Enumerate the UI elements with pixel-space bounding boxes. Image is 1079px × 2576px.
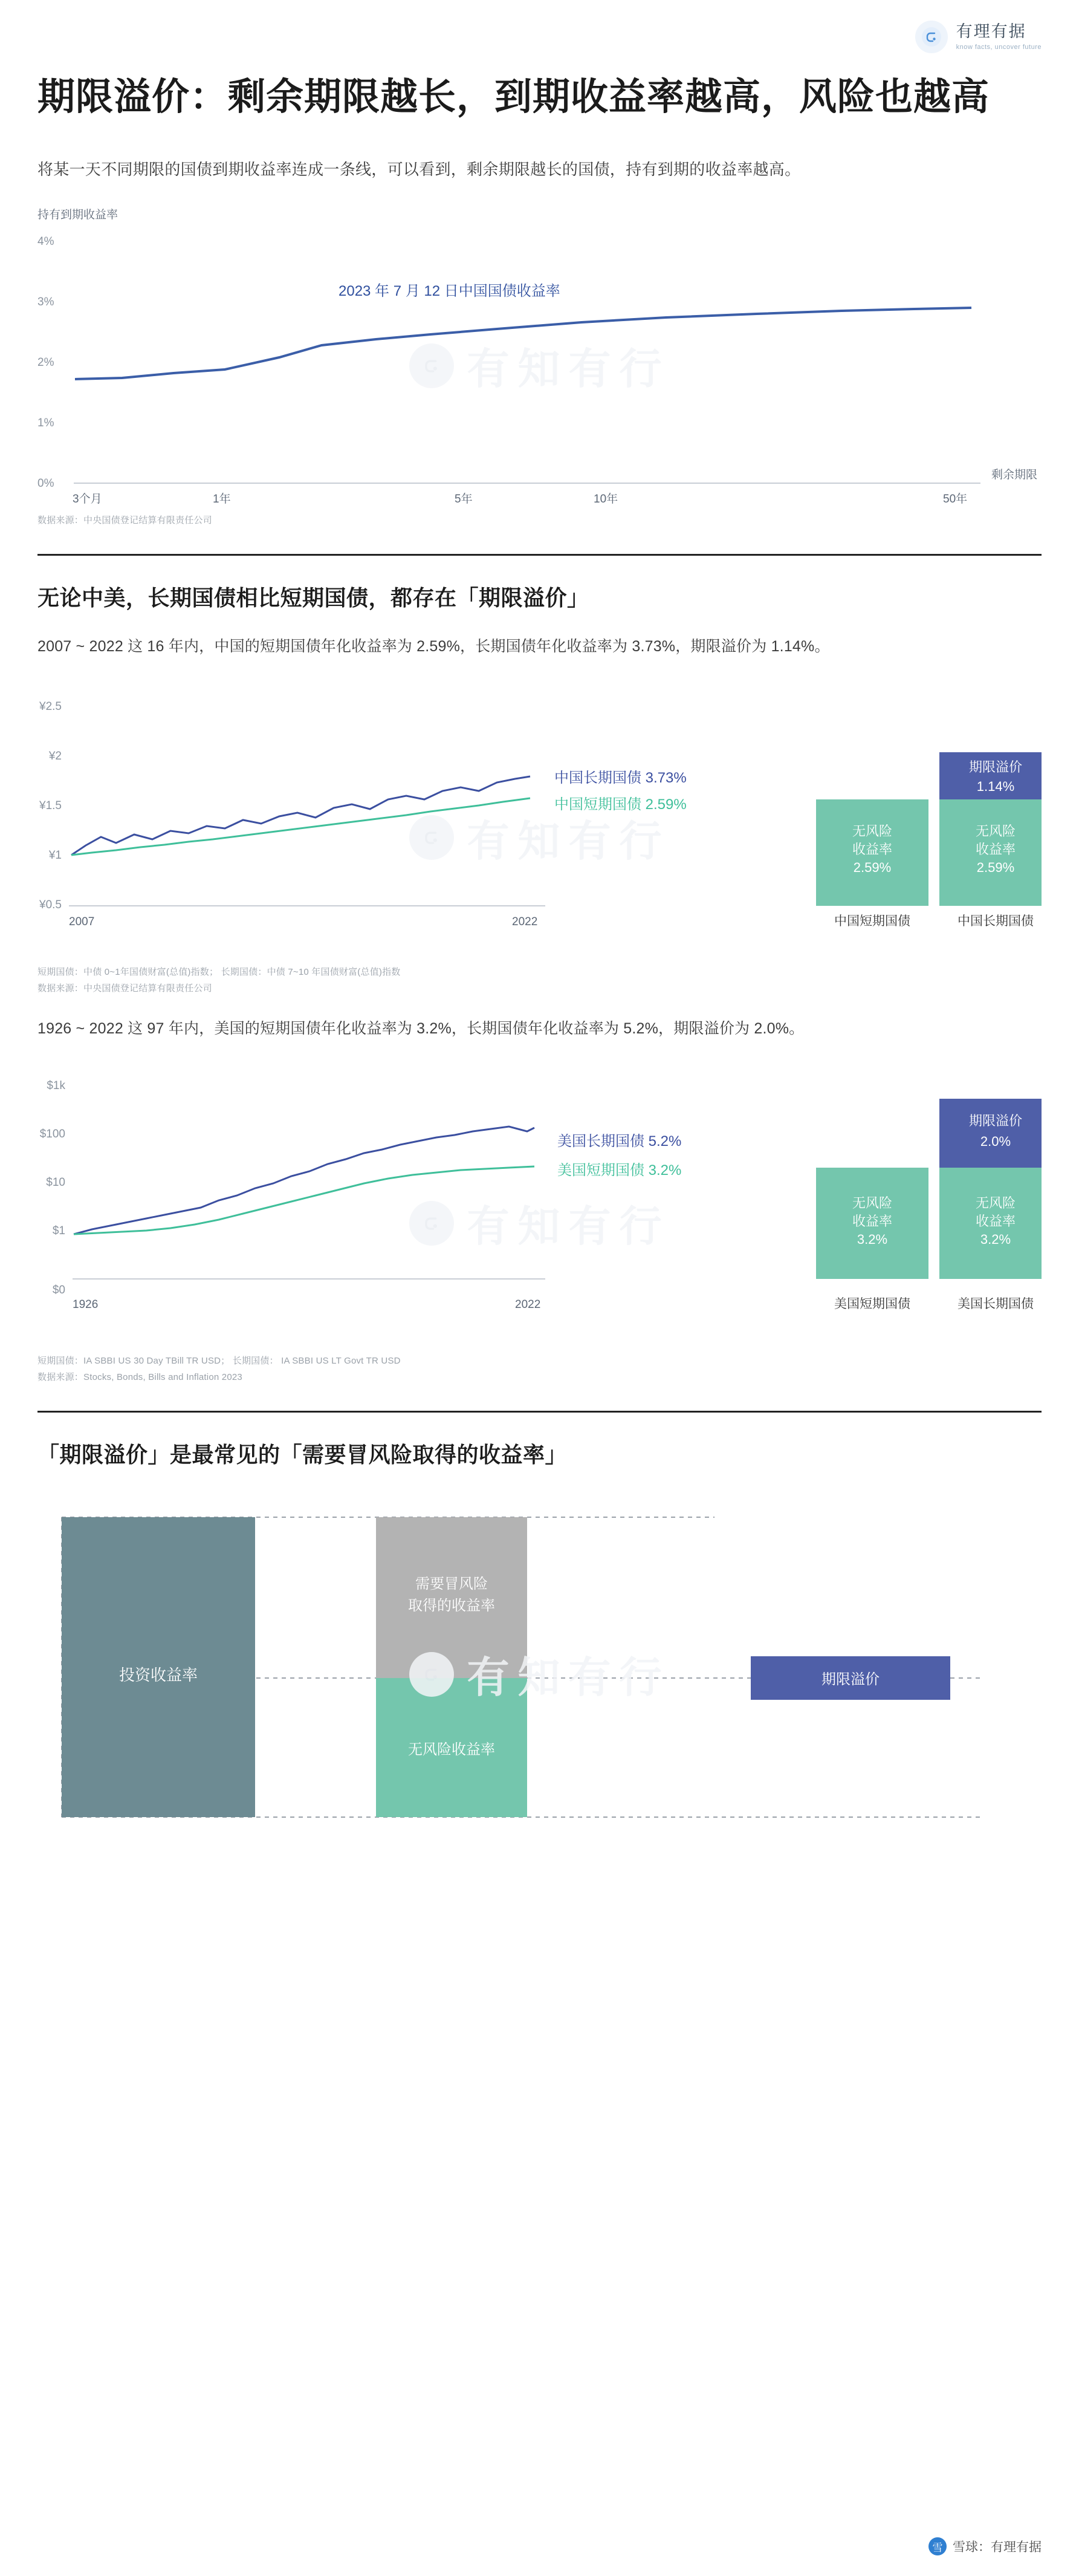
svg-text:3%: 3% [37, 296, 54, 309]
svg-text:无风险: 无风险 [975, 824, 1016, 839]
svg-text:1926: 1926 [73, 1298, 99, 1311]
yield-curve-svg [37, 205, 1042, 507]
svg-text:无风险: 无风险 [852, 1195, 893, 1211]
svg-text:$100: $100 [39, 1127, 65, 1140]
page-title: 期限溢价：剩余期限越长，到期收益率越高，风险也越高 [37, 76, 990, 118]
svg-text:$1: $1 [52, 1224, 65, 1237]
svg-text:2.0%: 2.0% [980, 1133, 1011, 1149]
brand-name: 有理有据 [956, 22, 1026, 41]
svg-text:2022: 2022 [512, 916, 538, 929]
china-short-label: 中国短期国债 2.59% [554, 796, 687, 813]
watermark-text: 有知有行 [467, 345, 670, 393]
svg-text:$1k: $1k [47, 1079, 65, 1092]
footer-label: 雪球：有理有据 [953, 2540, 1042, 2554]
svg-text:¥0.5: ¥0.5 [39, 899, 62, 912]
svg-text:无风险: 无风险 [975, 1195, 1016, 1211]
china-bond-svg [37, 681, 1042, 959]
premium-diagram [37, 1493, 1042, 1856]
china-long-label: 中国长期国债 3.73% [554, 770, 687, 787]
bar-caption-us-long: 美国长期国债 [957, 1296, 1034, 1311]
svg-text:¥2: ¥2 [48, 750, 62, 763]
watermark-text: 有知有行 [467, 1203, 670, 1251]
svg-text:$10: $10 [46, 1176, 65, 1189]
svg-text:4%: 4% [37, 235, 54, 249]
yield-curve-chart [37, 205, 1042, 526]
svg-text:2.59%: 2.59% [976, 860, 1015, 876]
chart1-source: 数据来源：中央国债登记结算有限责任公司 [37, 515, 212, 526]
svg-text:1.14%: 1.14% [976, 779, 1015, 795]
svg-text:持有到期收益率: 持有到期收益率 [37, 209, 118, 222]
china-bond-chart [37, 681, 1042, 994]
svg-text:取得的收益率: 取得的收益率 [408, 1597, 495, 1614]
brand-subtitle: know facts, uncover future [956, 43, 1042, 51]
svg-text:50年: 50年 [943, 493, 968, 506]
us-bond-svg [37, 1064, 1042, 1348]
svg-text:0%: 0% [37, 477, 54, 490]
section2-source-2: 数据来源：中央国债登记结算有限责任公司 [37, 983, 212, 994]
us-long-label: 美国长期国债 5.2% [557, 1133, 682, 1150]
brand-logo-icon [915, 21, 948, 53]
svg-text:期限溢价: 期限溢价 [968, 1113, 1023, 1128]
svg-text:无风险: 无风险 [852, 824, 893, 839]
us-short-label: 美国短期国债 3.2% [557, 1162, 682, 1179]
svg-text:收益率: 收益率 [852, 1213, 893, 1229]
xueqiu-icon: 雪 [928, 2537, 947, 2555]
us-bond-chart [37, 1064, 1042, 1383]
svg-text:无风险收益率: 无风险收益率 [408, 1741, 495, 1758]
svg-text:2.59%: 2.59% [853, 860, 892, 876]
section2-paragraph: 2007 ~ 2022 这 16 年内，中国的短期国债年化收益率为 2.59%，长期国债年化收益率为 3.73%，期限溢价为 1.14%。 [37, 638, 830, 655]
section3-paragraph: 1926 ~ 2022 这 97 年内，美国的短期国债年化收益率为 3.2%，长期国债年化收益率为 5.2%，期限溢价为 2.0%。 [37, 1020, 805, 1038]
premium-diagram-svg [37, 1493, 1042, 1844]
svg-text:收益率: 收益率 [975, 842, 1016, 857]
brand-header [37, 0, 1042, 59]
section3-source-2: 数据来源：Stocks, Bonds, Bills and Inflation 2023 [37, 1371, 242, 1382]
watermark-text: 有知有行 [467, 1654, 670, 1702]
bar-us-long-premium [939, 1099, 1042, 1168]
svg-text:剩余期限: 剩余期限 [991, 469, 1038, 482]
svg-text:10年: 10年 [594, 493, 618, 506]
svg-text:$0: $0 [52, 1283, 65, 1296]
svg-text:3.2%: 3.2% [980, 1231, 1011, 1247]
svg-text:收益率: 收益率 [852, 842, 893, 857]
bar-caption-china-long: 中国长期国债 [957, 914, 1034, 929]
svg-text:2022: 2022 [515, 1298, 541, 1311]
svg-text:1年: 1年 [213, 493, 231, 506]
svg-text:¥1: ¥1 [48, 849, 62, 862]
watermark-text: 有知有行 [467, 817, 670, 865]
yield-curve-annotation: 2023 年 7 月 12 日中国国债收益率 [339, 283, 560, 300]
svg-text:需要冒风险: 需要冒风险 [415, 1575, 488, 1592]
section4-heading: 「期限溢价」是最常见的「需要冒风险取得的收益率」 [37, 1442, 568, 1467]
svg-text:期限溢价: 期限溢价 [968, 759, 1023, 775]
footer-badge [928, 2537, 1042, 2555]
section2-heading: 无论中美，长期国债相比短期国债，都存在「期限溢价」 [37, 585, 589, 611]
divider-1 [37, 554, 1042, 556]
svg-text:¥1.5: ¥1.5 [39, 799, 62, 813]
svg-text:5年: 5年 [455, 493, 473, 506]
svg-text:1%: 1% [37, 417, 54, 430]
svg-text:3个月: 3个月 [73, 493, 102, 506]
intro-paragraph: 将某一天不同期限的国债到期收益率连成一条线，可以看到，剩余期限越长的国债，持有到期的收益率越高。 [37, 160, 801, 178]
svg-text:2%: 2% [37, 356, 54, 369]
svg-text:投资收益率: 投资收益率 [118, 1665, 198, 1684]
svg-text:期限溢价: 期限溢价 [821, 1671, 880, 1688]
svg-text:3.2%: 3.2% [857, 1231, 888, 1247]
section3-source-1: 短期国债：IA SBBI US 30 Day TBill TR USD； 长期国债： IA SBBI US LT Govt TR USD [37, 1355, 401, 1366]
section2-source-1: 短期国债：中债 0~1年国债财富(总值)指数； 长期国债：中债 7~10 年国债财富(总值)指数 [37, 967, 401, 978]
svg-text:¥2.5: ¥2.5 [39, 700, 62, 714]
svg-text:2007: 2007 [69, 916, 95, 929]
divider-2 [37, 1411, 1042, 1413]
bar-caption-us-short: 美国短期国债 [834, 1296, 910, 1311]
bar-caption-china-short: 中国短期国债 [834, 914, 910, 929]
svg-text:收益率: 收益率 [975, 1213, 1016, 1229]
